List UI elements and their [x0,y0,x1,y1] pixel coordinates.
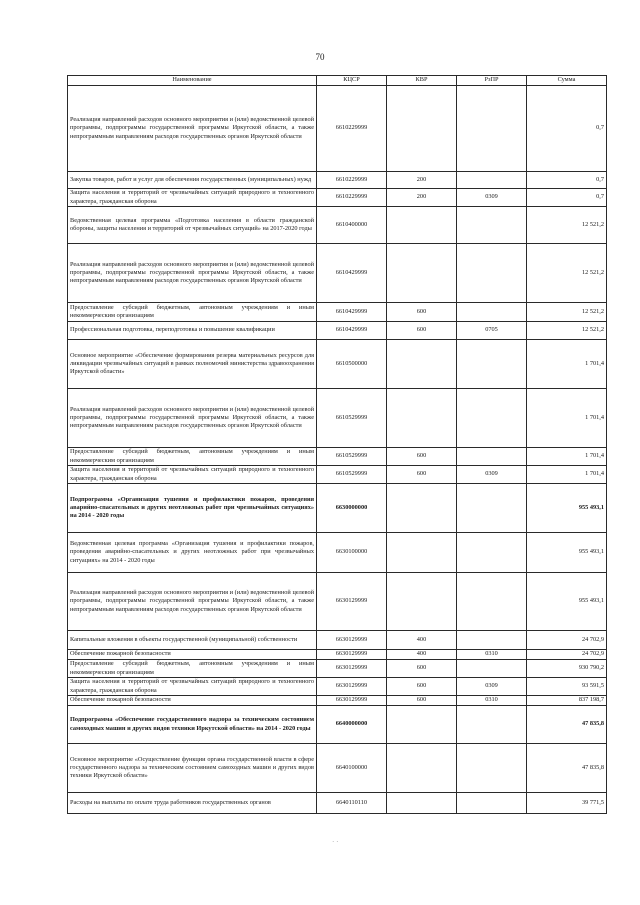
cell-kcsr: 6610429999 [317,244,387,303]
cell-sum: 955 493,1 [527,533,607,573]
cell-rzpr: 0309 [457,678,527,696]
cell-rzpr [457,744,527,793]
cell-kcsr: 6610529999 [317,389,387,448]
cell-rzpr: 0705 [457,322,527,340]
cell-kvr [387,389,457,448]
header-name: Наименование [68,76,317,86]
cell-kcsr: 6630129999 [317,696,387,706]
page-number: 70 [315,52,325,62]
table-row [68,322,607,340]
cell-name: Реализация направлений расходов основного мероприятия и (или) ведомственной целевой программы, подпрограммы государственной программы Иркутской области, а также непрограммным направлениям расходов государственных органов Иркутской области [68,244,317,303]
cell-rzpr: 0309 [457,466,527,484]
cell-kvr: 600 [387,303,457,322]
cell-kcsr: 6610400000 [317,207,387,244]
cell-name: Ведомственная целевая программа «Организация тушения и профилактики пожаров, проведения аварийно-спасательных и других неотложных работ при чрезвычайных ситуациях» на 2014 - 2020 годы [68,533,317,573]
table-row [68,706,607,744]
cell-name: Обеспечение пожарной безопасности [68,696,317,706]
cell-rzpr: 0309 [457,189,527,207]
cell-sum: 93 591,5 [527,678,607,696]
cell-rzpr [457,631,527,650]
table-row [68,448,607,466]
cell-rzpr: 0310 [457,650,527,660]
cell-sum: 0,7 [527,172,607,189]
cell-name: Защита населения и территорий от чрезвычайных ситуаций природного и техногенного характера, гражданская оборона [68,678,317,696]
table-row [68,678,607,696]
cell-rzpr [457,793,527,814]
cell-kvr [387,573,457,631]
cell-sum: 930 790,2 [527,660,607,678]
cell-name: Реализация направлений расходов основного мероприятия и (или) ведомственной целевой программы, подпрограммы государственной программы Иркутской области, а также непрограммным направлениям расходов государственных органов Иркутской области [68,573,317,631]
cell-sum: 12 521,2 [527,303,607,322]
table-row [68,573,607,631]
cell-sum: 0,7 [527,86,607,172]
cell-kvr: 400 [387,631,457,650]
cell-kcsr: 6610229999 [317,172,387,189]
cell-kvr [387,86,457,172]
cell-rzpr [457,484,527,533]
cell-sum: 39 771,5 [527,793,607,814]
cell-kvr [387,340,457,389]
table-row [68,389,607,448]
cell-kvr: 200 [387,172,457,189]
cell-sum: 24 702,9 [527,631,607,650]
cell-kvr: 400 [387,650,457,660]
table-body [68,86,607,814]
cell-kvr [387,244,457,303]
cell-rzpr [457,303,527,322]
header-sum: Сумма [527,76,607,86]
table-row [68,172,607,189]
cell-rzpr [457,86,527,172]
cell-kcsr: 6610229999 [317,189,387,207]
cell-sum: 1 701,4 [527,389,607,448]
cell-sum: 47 835,8 [527,706,607,744]
table-row [68,533,607,573]
cell-name: Основное мероприятие «Обеспечение формирования резерва материальных ресурсов для ликвидации чрезвычайных ситуаций в рамках полномочий министерства здравоохранения Иркутской области» [68,340,317,389]
cell-name: Защита населения и территорий от чрезвычайных ситуаций природного и техногенного характера, гражданская оборона [68,466,317,484]
cell-name: Основное мероприятие «Осуществление функции органа государственной власти в сфере государственного надзора за техническим состоянием самоходных машин и других видов техники Иркутской области» [68,744,317,793]
cell-kcsr: 6630129999 [317,678,387,696]
cell-rzpr [457,533,527,573]
cell-sum: 12 521,2 [527,244,607,303]
cell-sum: 24 702,9 [527,650,607,660]
cell-kvr: 600 [387,466,457,484]
cell-kvr: 600 [387,448,457,466]
cell-rzpr [457,660,527,678]
table-row [68,484,607,533]
cell-kvr: 600 [387,660,457,678]
cell-kvr [387,484,457,533]
cell-name: Подпрограмма «Обеспечение государственного надзора за техническим состоянием самоходных машин и других видов техники Иркутской области» на 2014 - 2020 годы [68,706,317,744]
table-row [68,303,607,322]
cell-kvr [387,706,457,744]
cell-kcsr: 6610429999 [317,322,387,340]
cell-kvr: 600 [387,696,457,706]
cell-sum: 1 701,4 [527,448,607,466]
cell-kvr: 600 [387,678,457,696]
table-row [68,744,607,793]
cell-name: Предоставление субсидий бюджетным, автономным учреждениям и иным некоммерческим организациям [68,660,317,678]
cell-kcsr: 6630129999 [317,660,387,678]
cell-kvr: 600 [387,322,457,340]
cell-kcsr: 6610229999 [317,86,387,172]
cell-sum: 837 198,7 [527,696,607,706]
budget-table [67,75,607,814]
cell-sum: 47 835,8 [527,744,607,793]
cell-kcsr: 6630000000 [317,484,387,533]
cell-name: Подпрограмма «Организация тушения и профилактики пожаров, проведения аварийно-спасательных и других неотложных работ при чрезвычайных ситуациях» на 2014 - 2020 годы [68,484,317,533]
cell-kvr [387,533,457,573]
cell-kcsr: 6610429999 [317,303,387,322]
table-row [68,660,607,678]
cell-sum: 12 521,2 [527,322,607,340]
table-row [68,207,607,244]
table-row [68,340,607,389]
table-row [68,189,607,207]
cell-kcsr: 6610529999 [317,466,387,484]
cell-kvr [387,793,457,814]
cell-rzpr [457,244,527,303]
cell-kvr [387,207,457,244]
table-row [68,466,607,484]
cell-rzpr [457,207,527,244]
cell-name: Предоставление субсидий бюджетным, автономным учреждениям и иным некоммерческим организациям [68,448,317,466]
cell-name: Реализация направлений расходов основного мероприятия и (или) ведомственной целевой программы, подпрограммы государственной программы Иркутской области, а также непрограммным направлениям расходов государственных органов Иркутской области [68,389,317,448]
cell-rzpr [457,573,527,631]
cell-sum: 955 493,1 [527,484,607,533]
table-row [68,793,607,814]
cell-sum: 1 701,4 [527,340,607,389]
cell-kcsr: 6610500000 [317,340,387,389]
cell-name: Профессиональная подготовка, переподготовка и повышение квалификации [68,322,317,340]
cell-name: Капитальные вложения в объекты государственной (муниципальной) собственности [68,631,317,650]
cell-sum: 1 701,4 [527,466,607,484]
cell-kcsr: 6640000000 [317,706,387,744]
table-row [68,631,607,650]
cell-kcsr: 6630129999 [317,650,387,660]
cell-sum: 0,7 [527,189,607,207]
cell-kcsr: 6630129999 [317,573,387,631]
cell-kcsr: 6610529999 [317,448,387,466]
header-kcsr: КЦСР [317,76,387,86]
cell-rzpr [457,172,527,189]
cell-kcsr: 6640110110 [317,793,387,814]
scan-mark: · · [332,838,339,846]
cell-rzpr: 0310 [457,696,527,706]
cell-kvr: 200 [387,189,457,207]
header-rzpr: РзПР [457,76,527,86]
cell-sum: 12 521,2 [527,207,607,244]
cell-kvr [387,744,457,793]
cell-rzpr [457,340,527,389]
table-row [68,244,607,303]
cell-name: Реализация направлений расходов основного мероприятия и (или) ведомственной целевой программы, подпрограммы государственной программы Иркутской области, а также непрограммным направлениям расходов государственных органов Иркутской области [68,86,317,172]
cell-kcsr: 6630129999 [317,631,387,650]
cell-name: Закупка товаров, работ и услуг для обеспечения государственных (муниципальных) нужд [68,172,317,189]
table-row [68,696,607,706]
cell-kcsr: 6630100000 [317,533,387,573]
table-row [68,86,607,172]
cell-sum: 955 493,1 [527,573,607,631]
cell-name: Предоставление субсидий бюджетным, автономным учреждениям и иным некоммерческим организациям [68,303,317,322]
cell-name: Расходы на выплаты по оплате труда работников государственных органов [68,793,317,814]
table-row [68,650,607,660]
cell-rzpr [457,389,527,448]
cell-rzpr [457,448,527,466]
header-kvr: КВР [387,76,457,86]
cell-rzpr [457,706,527,744]
cell-name: Защита населения и территорий от чрезвычайных ситуаций природного и техногенного характера, гражданская оборона [68,189,317,207]
cell-name: Ведомственная целевая программа «Подготовка населения в области гражданской обороны, защиты населения и территорий от чрезвычайных ситуаций» на 2017-2020 годы [68,207,317,244]
cell-kcsr: 6640100000 [317,744,387,793]
cell-name: Обеспечение пожарной безопасности [68,650,317,660]
table-header-row [68,76,607,86]
